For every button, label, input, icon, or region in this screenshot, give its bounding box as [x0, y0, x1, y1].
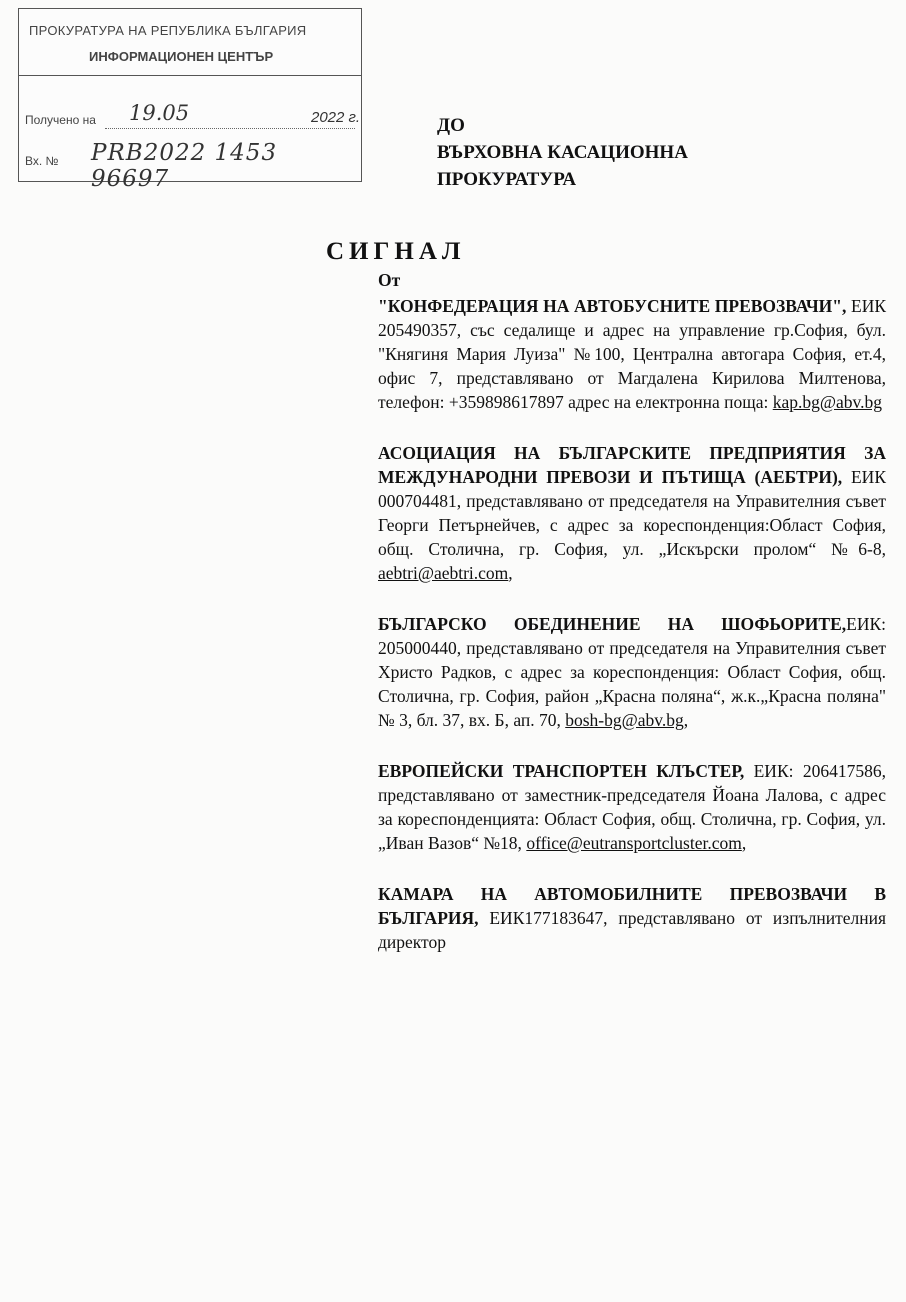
organization-details: ЕИК: 206417586, представлявано от заместник-председателя Йоана Лалова, с адрес за кореспонденцията: Област София, общ. Столична, гр. София, ул. „Иван Вазов“ №18,	[378, 761, 886, 853]
organization-block	[378, 882, 886, 954]
document-title: СИГНАЛ	[326, 238, 466, 265]
stamp-received-label: Получено на	[25, 113, 96, 127]
organization-block	[378, 612, 886, 732]
stamp-received-year: 2022 г.	[311, 109, 361, 126]
organization-details: ЕИК 205490357, със седалище и адрес на управление гр.София, бул. "Княгиня Мария Луиза" №100, Централна автогара София, ет.4, офис 7, представлявано от Магдалена Кирилова Милтенова, телефон: +359898617897 адрес на електронна поща:	[378, 296, 887, 412]
organization-name: ЕВРОПЕЙСКИ ТРАНСПОРТЕН КЛЪСТЕР,	[378, 761, 745, 781]
stamp-reg-label: Вх. №	[25, 154, 59, 168]
organization-details: ЕИК177183647, представлявано от изпълнителния директор	[378, 908, 886, 952]
email-link[interactable]: office@eutransportcluster.com	[526, 833, 742, 853]
stamp-dotted-line	[105, 128, 355, 129]
email-link[interactable]: bosh-bg@abv.bg	[565, 710, 684, 730]
stamp-divider	[19, 75, 361, 76]
block-tail: ,	[508, 563, 513, 583]
addressee-line: ВЪРХОВНА КАСАЦИОННА	[437, 142, 688, 163]
stamp-received-date: 19.05	[129, 101, 190, 125]
addressee	[437, 112, 688, 193]
organization-block	[378, 441, 886, 585]
organization-name: "КОНФЕДЕРАЦИЯ НА АВТОБУСНИТЕ ПРЕВОЗВАЧИ",	[378, 296, 847, 316]
email-link[interactable]: kap.bg@abv.bg	[772, 392, 882, 412]
addressee-line: ДО	[437, 115, 465, 136]
organization-name: КАМАРА НА АВТОМОБИЛНИТЕ ПРЕВОЗВАЧИ В БЪЛГАРИЯ,	[378, 884, 886, 928]
organization-details: ЕИК 000704481, представлявано от председателя на Управителния съвет Георги Петърнейчев, с адрес за кореспонденция:Област София, общ. Столична, гр. София, ул. „Искърски пролом“ №6-8,	[378, 467, 886, 559]
organization-block	[378, 294, 886, 414]
stamp-department: ИНФОРМАЦИОНЕН ЦЕНТЪР	[89, 49, 274, 64]
block-tail: ,	[741, 833, 747, 853]
registration-stamp	[18, 8, 362, 192]
organization-details: ЕИК: 205000440, представлявано от председателя на Управителния съвет Христо Радков, с адрес за кореспонденция: Област София, общ. Столична, гр. София, район „Красна поляна“, ж.к.„Красна поляна" № 3, бл. 37, вх. Б, ап. 70,	[378, 614, 886, 730]
email-link[interactable]: aebtri@aebtri.com	[378, 563, 509, 583]
document-body	[378, 268, 886, 981]
block-tail: ,	[683, 710, 689, 730]
organization-block	[378, 759, 886, 855]
from-label: От	[378, 270, 401, 290]
addressee-line: ПРОКУРАТУРА	[437, 169, 577, 190]
stamp-institution: ПРОКУРАТУРА НА РЕПУБЛИКА БЪЛГАРИЯ	[29, 23, 307, 38]
organization-name: АСОЦИАЦИЯ НА БЪЛГАРСКИТЕ ПРЕДПРИЯТИЯ ЗА МЕЖДУНАРОДНИ ПРЕВОЗИ И ПЪТИЩА (АЕБТРИ),	[378, 443, 886, 487]
stamp-reg-number: PRB2022 1453 96697	[91, 140, 278, 192]
organization-name: БЪЛГАРСКО ОБЕДИНЕНИЕ НА ШОФЬОРИТЕ,	[378, 614, 847, 634]
